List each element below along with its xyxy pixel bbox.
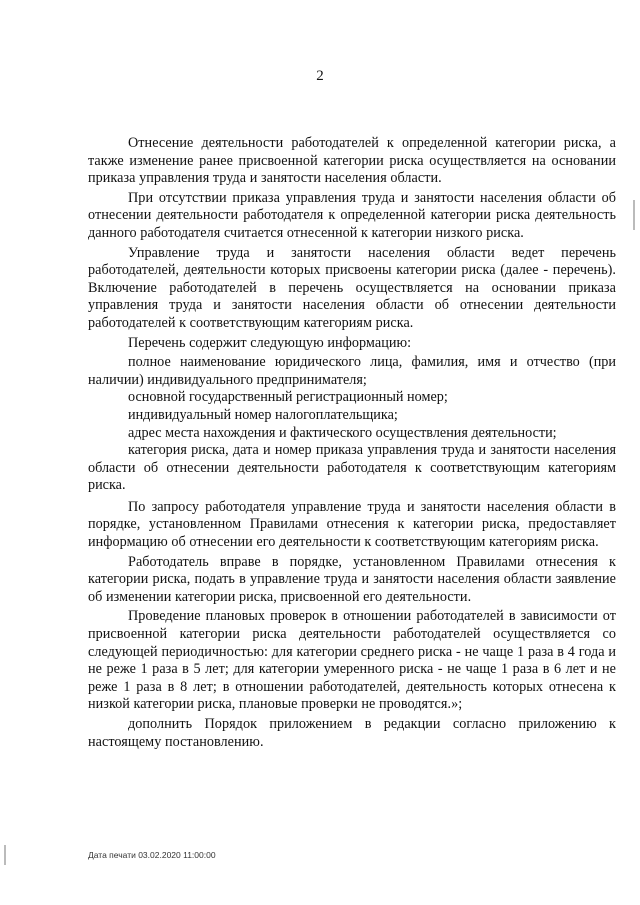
paragraph-employer-list: Управление труда и занятости населения области ведет перечень работодателей, деятельности которых присвоены категории риска (далее - перечень). Включение работодателей в перечень осуществляется на основании приказа управления труда и занятости населения области об отнесении деятельности работодателей к соответствующим категориям риска. — [88, 244, 616, 331]
paragraph-on-request: По запросу работодателя управление труда и занятости населения области в порядке, установленном Правилами отнесения к категории риска, предоставляет информацию об отнесении его деятельности к соответствующим категориям риска. — [88, 498, 616, 551]
paragraph-list-contents: Перечень содержит следующую информацию: — [128, 334, 412, 351]
list-item-ogrn: основной государственный регистрационный номер; — [128, 389, 448, 406]
list-item-full-name: полное наименование юридического лица, фамилия, имя и отчество (при наличии) индивидуального предпринимателя; — [88, 354, 616, 388]
list-item-risk-category: категория риска, дата и номер приказа управления труда и занятости населения области об отнесении деятельности работодателя к соответствующим категориям риска. — [88, 442, 616, 494]
page-number: 2 — [316, 68, 324, 84]
print-date-footer: Дата печати 03.02.2020 11:00:00 — [88, 850, 216, 860]
paragraph-employer-right: Работодатель вправе в порядке, установленном Правилами отнесения к категории риска, подать в управление труда и занятости населения области заявление об изменении категории риска, присвоенной его деятельности. — [88, 553, 616, 605]
paragraph-appendix: дополнить Порядок приложением в редакции согласно приложению к настоящему постановлению. — [88, 716, 616, 750]
paragraph-risk-assignment: Отнесение деятельности работодателей к определенной категории риска, а также изменение ранее присвоенной категории риска осуществляется на основании приказа управления труда и занятости населения области. — [88, 135, 616, 187]
list-item-address: адрес места нахождения и фактического осуществления деятельности; — [128, 424, 557, 441]
list-item-inn: индивидуальный номер налогоплательщика; — [128, 406, 398, 423]
scan-edge-mark — [633, 200, 635, 230]
scan-edge-mark — [4, 845, 6, 865]
paragraph-inspection-frequency: Проведение плановых проверок в отношении работодателей в зависимости от присвоенной категории риска деятельности работодателей осуществляется со следующей периодичностью: для категории среднего риска - не чаще 1 раза в 4 года и не реже 1 раза в 5 лет; для категории умеренного риска - не чаще 1 раза в 6 лет и не реже 1 раза в 8 лет; в отношении работодателей, деятельность которых отнесена к низкой категории риска, плановые проверки не проводятся.»; — [88, 608, 616, 713]
document-body — [88, 135, 616, 753]
paragraph-default-low-risk: При отсутствии приказа управления труда и занятости населения области об отнесении деятельности работодателя к определенной категории риска деятельность данного работодателя считается отнесенной к категории низкого риска. — [88, 189, 616, 241]
